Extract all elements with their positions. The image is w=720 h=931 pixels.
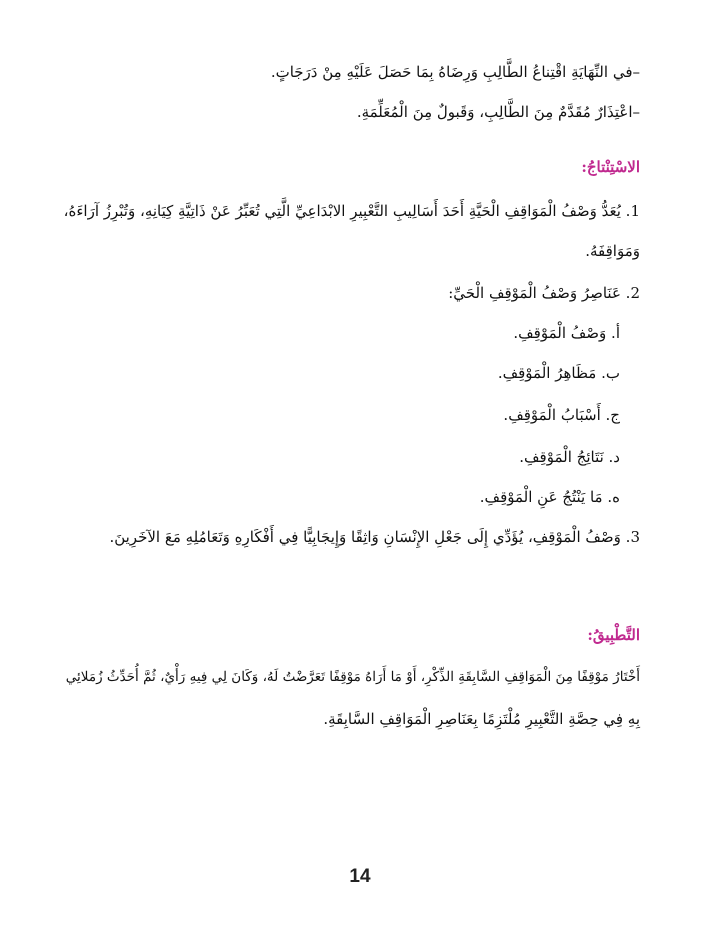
intro-line-1: –في النِّهَايَةِ اقْتِناعُ الطَّالِبِ وَرِضَاهُ بِمَا حَصَلَ عَلَيْهِ مِنْ دَرَجَاتٍ. bbox=[270, 63, 640, 81]
application-line-2: بِهِ فِي حِصَّةِ التَّعْبِيرِ مُلْتَزِمًا بِعَنَاصِرِ الْمَوَاقِفِ السَّابِقَةِ. bbox=[323, 710, 640, 728]
application-line-1: أَخْتَارُ مَوْقِفًا مِنَ الْمَوَاقِفِ السَّابِقَةِ الذِّكْرِ، أَوْ مَا أَرَاهُ مَوْقِفًا تَعَرَّضْتُ لَهُ، وَكَانَ لِي فِيهِ رَأْيٌ، ثُمَّ أُحَدِّثُ زُمَلائِي bbox=[65, 669, 640, 685]
intro-line-2: –اعْتِذَارٌ مُقَدَّمٌ مِنَ الطَّالِبِ، وَقَبولٌ مِنَ الْمُعَلِّمَةِ. bbox=[356, 103, 640, 121]
application-heading: التَّطْبِيقُ: bbox=[587, 626, 640, 644]
list-item-a: أ. وَصْفُ الْمَوْقِفِ. bbox=[513, 324, 620, 342]
conclusion-point-3: 3. وَصْفُ الْمَوْقِفِ، يُؤَدِّي إِلَى جَعْلِ الإِنْسَانِ وَاثِقًا وَإِيجَابِيًّا فِي أَفْكَارِهِ وَتَعَامُلِهِ مَعَ الآخَرِينَ. bbox=[109, 528, 640, 546]
conclusion-point-1-line-2: وَمَوَاقِفَهُ. bbox=[585, 242, 640, 260]
page-number: 14 bbox=[349, 866, 371, 887]
list-item-e: ه. مَا يَنْتُجُ عَنِ الْمَوْقِفِ. bbox=[479, 488, 620, 506]
conclusion-heading: الاسْتِنْتاجُ: bbox=[581, 158, 640, 176]
list-item-b: ب. مَظَاهِرُ الْمَوْقِفِ. bbox=[497, 364, 620, 382]
list-item-c: ج. أَسْبَابُ الْمَوْقِفِ. bbox=[503, 406, 620, 424]
conclusion-point-1-line-1: 1. يُعَدُّ وَصْفُ الْمَوَاقِفِ الْحَيَّةِ أَحَدَ أَسَالِيبِ التَّعْبِيرِ الابْدَاعِيِّ الَّتِي تُعَبِّرُ عَنْ ذَاتِيَّةِ كِيَانِهِ، وَتُبْرِزُ آرَاءَهُ، bbox=[63, 202, 640, 220]
conclusion-point-2: 2. عَنَاصِرُ وَصْفُ الْمَوْقِفِ الْحَيِّ: bbox=[448, 284, 640, 302]
list-item-d: د. نَتَائِجُ الْمَوْقِفِ. bbox=[519, 448, 620, 466]
